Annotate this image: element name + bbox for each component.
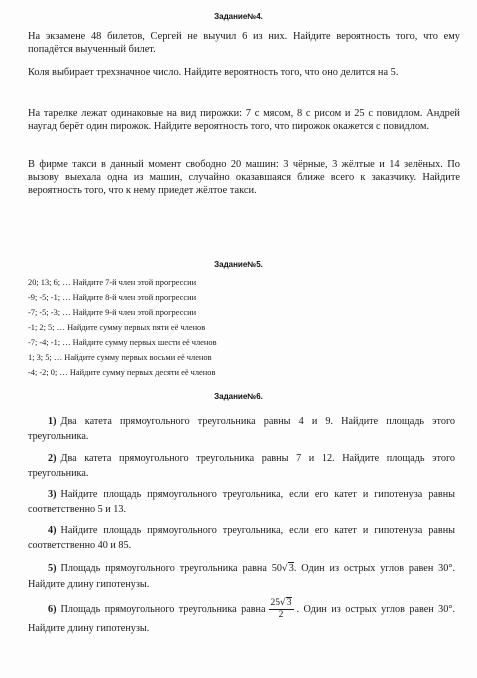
sequence-line-2: -9; -5; -1; … Найдите 8-й член этой прогрессии <box>28 293 197 302</box>
task6-title: Задание№6. <box>214 392 263 401</box>
task5-title: Задание№5. <box>214 260 263 269</box>
problem-text: Два катета прямоугольного треугольника равны 7 и 12. Найдите площадь этого треугольника. <box>28 453 455 479</box>
problem-text-start: Площадь прямоугольного треугольника равна 50 <box>60 563 282 574</box>
fraction-coefficient: 25 <box>270 598 281 608</box>
sqrt-radicand: 3 <box>286 598 292 608</box>
problem-text: Два катета прямоугольного треугольника равны 4 и 9. Найдите площадь этого треугольника. <box>28 416 455 442</box>
task6-problem-4 <box>28 523 455 553</box>
task4-problem-4: В фирме такси в данный момент свободно 20 машин: 3 чёрные, 3 жёлтые и 14 зелёных. По вызову выехала одна из машин, случайно оказавшаяся ближе всего к заказчику. Найдите вероятность того, что к нему приедет жёлтое такси. <box>28 159 460 197</box>
sqrt-radicand: 3 <box>288 563 294 574</box>
problem-text-end: . Один из острых углов равен 30°. Найдите длину гипотенузы. <box>28 603 455 634</box>
problem-text: Найдите площадь прямоугольного треугольника, если его катет и гипотенуза равны соответственно 40 и 85. <box>28 525 455 551</box>
fraction <box>269 598 294 621</box>
problem-number: 1) <box>48 416 57 427</box>
problem-number: 2) <box>48 453 57 464</box>
task6-problem-2 <box>28 451 455 481</box>
fraction-numerator <box>269 598 294 610</box>
sequence-line-1: 20; 13; 6; … Найдите 7-й член этой прогрессии <box>28 278 197 287</box>
sequence-line-3: -7; -5; -3; … Найдите 9-й член этой прогрессии <box>28 308 197 317</box>
task6-problem-5 <box>28 561 455 592</box>
problem-number: 4) <box>48 525 57 536</box>
sqrt-symbol: √ <box>280 598 286 608</box>
task4-problem-3: На тарелке лежат одинаковые на вид пирожки: 7 с мясом, 8 с рисом и 25 с повидлом. Андрей наугад берёт один пирожок. Найдите вероятность того, что пирожок окажется с повидлом. <box>28 108 460 133</box>
sqrt-symbol: √ <box>281 564 288 574</box>
problem-number: 3) <box>48 489 57 500</box>
task6-problem-3 <box>28 487 455 517</box>
problem-text-start: Площадь прямоугольного треугольника равна <box>60 603 266 615</box>
task4-problem-1: На экзамене 48 билетов, Сергей не выучил 6 из них. Найдите вероятность того, что ему попадётся выученный билет. <box>28 31 460 56</box>
fraction-denominator: 2 <box>278 610 284 620</box>
sequence-line-5: -7; -4; -1; … Найдите сумму первых шести её членов <box>28 338 217 347</box>
task6-problem-6 <box>28 598 455 636</box>
task4-problem-2: Коля выбирает трехзначное число. Найдите вероятность того, что оно делится на 5. <box>28 67 399 78</box>
task6-problem-1 <box>28 414 455 444</box>
sequence-line-6: 1; 3; 5; … Найдите сумму первых восьми её членов <box>28 353 212 362</box>
sequence-line-7: -4; -2; 0; … Найдите сумму первых десяти её членов <box>28 368 216 377</box>
task4-title: Задание№4. <box>214 12 263 21</box>
sequence-line-4: -1; 2; 5; … Найдите сумму первых пяти её членов <box>28 323 206 332</box>
problem-number: 6) <box>48 603 57 615</box>
problem-text: Найдите площадь прямоугольного треугольника, если его катет и гипотенуза равны соответственно 5 и 13. <box>28 489 455 515</box>
problem-text-end: . Один из острых углов равен 30°. Найдите длину гипотенузы. <box>28 563 455 590</box>
problem-number: 5) <box>48 563 57 574</box>
